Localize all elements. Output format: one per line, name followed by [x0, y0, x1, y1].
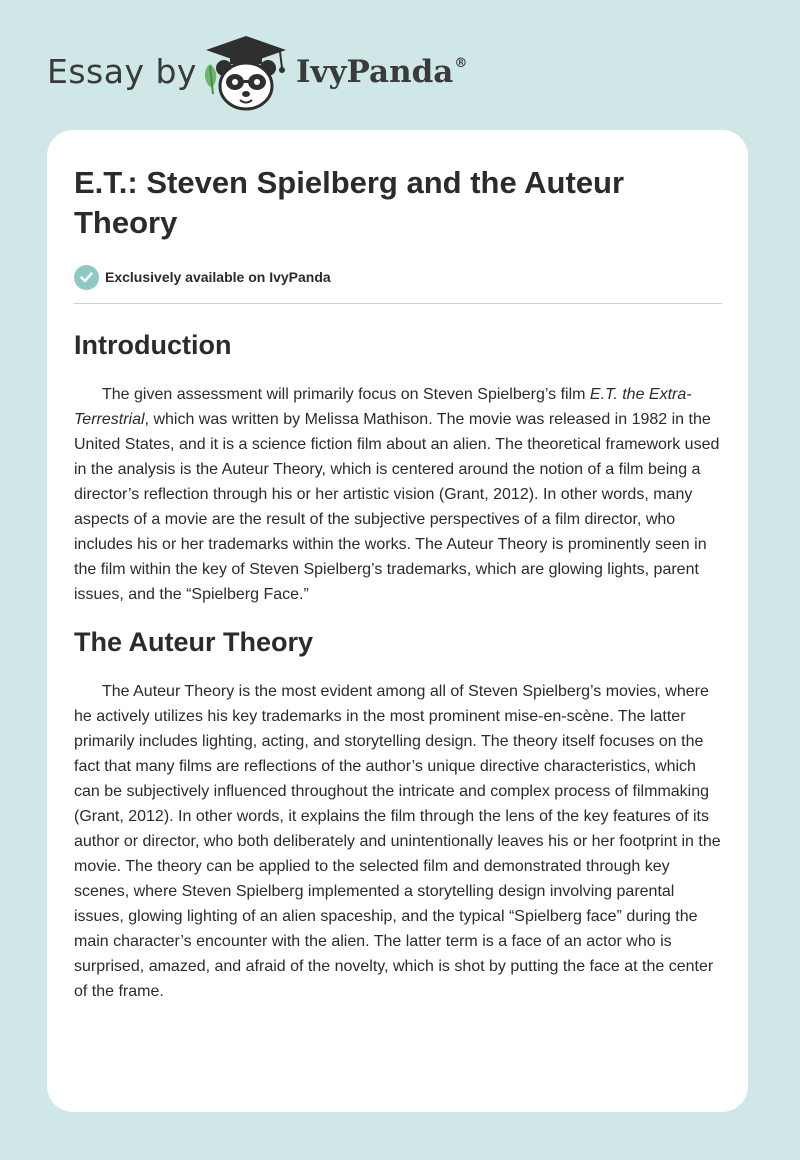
section-heading-auteur-theory: The Auteur Theory	[74, 627, 314, 657]
paragraph-auteur-theory: The Auteur Theory is the most evident among all of Steven Spielberg’s movies, where he actively utilizes his key trademarks in the most prominent mise-en-scène. The latter primarily includes lighting, acting, and storytelling design. The theory itself focuses on the fact that many films are reflections of the author’s unique directive characteristics, which can be subjectively influenced throughout the intricate and complex process of filmmaking (Grant, 2012). In other words, it explains the film through the lens of the key features of its author or director, who both deliberately and unintentionally leaves his or her footprint in the movie. The theory can be applied to the selected film and demonstrated through key scenes, where Steven Spielberg implemented a storytelling design involving parental issues, glowing lighting of an alien spaceship, and the typical “Spielberg face” during the main character’s encounter with the alien. The latter term is a face of an actor who is surprised, amazed, and afraid of the novelty, which is shot by putting the face at the center of the frame.	[74, 683, 721, 1000]
exclusive-badge	[74, 263, 722, 291]
divider	[74, 303, 722, 304]
essay-by-label: Essay by	[47, 52, 197, 91]
brand-logo-text[interactable]: IvyPanda®	[296, 54, 468, 90]
article-title: E.T.: Steven Spielberg and the Auteur Theory	[74, 165, 625, 240]
exclusive-badge-text: Exclusively available on IvyPanda	[105, 269, 331, 285]
article-card	[47, 130, 748, 1112]
paragraph-introduction: The given assessment will primarily focus on Steven Spielberg’s film E.T. the Extra-Terrestrial, which was written by Melissa Mathison. The movie was released in 1982 in the United States, and it is a science fiction film about an alien. The theoretical framework used in the analysis is the Auteur Theory, which is centered around the notion of a film being a director’s reflection through his or her artistic vision (Grant, 2012). In other words, many aspects of a movie are the result of the subjective perspectives of a film director, who includes his or her trademarks within the works. The Auteur Theory is prominently seen in the film within the key of Steven Spielberg’s trademarks, which are glowing lights, parent issues, and the “Spielberg Face.”	[74, 386, 720, 603]
panda-graduate-icon[interactable]	[200, 34, 292, 112]
section-heading-introduction: Introduction	[74, 330, 232, 360]
site-header	[0, 0, 800, 128]
check-circle-icon	[74, 265, 99, 290]
registered-mark: ®	[454, 56, 468, 71]
film-title: E.T. the Extra-Terrestrial	[74, 386, 692, 428]
